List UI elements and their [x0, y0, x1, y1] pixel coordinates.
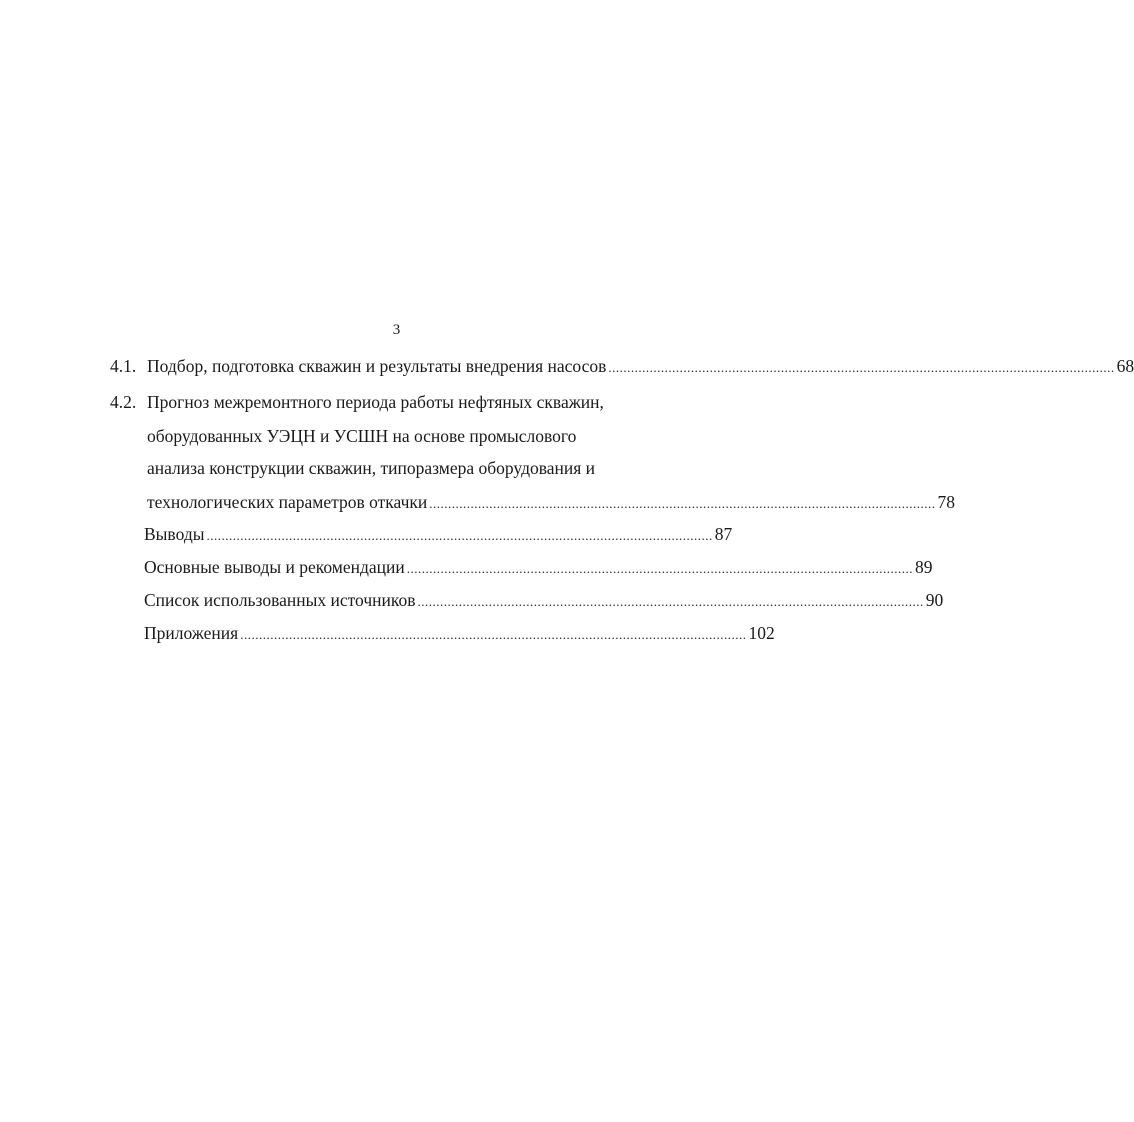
toc-entry-4-2-line4 — [147, 490, 955, 516]
toc-entry-number: 4.2. — [110, 392, 137, 412]
toc-entry-title: Список использованных источников — [144, 590, 416, 610]
toc-entry-page: 68 — [1116, 356, 1134, 376]
dot-leader: ....................................................................................................................................... — [429, 496, 936, 511]
toc-entry-title: Приложения — [144, 623, 239, 643]
toc-entry-4-1 — [110, 354, 1134, 380]
toc-entry-title: технологических параметров откачки — [147, 492, 428, 512]
dot-leader: ....................................................................................................................................... — [417, 594, 924, 609]
toc-entry-page: 89 — [915, 557, 933, 577]
page-number: 3 — [392, 322, 401, 338]
toc-entry-page: 102 — [748, 623, 775, 643]
dot-leader: ....................................................................................................................................... — [240, 627, 747, 642]
toc-entry-4-2-line1: 4.2. Прогноз межремонтного периода работы нефтяных скважин, — [110, 392, 604, 412]
toc-entry-conclusions — [144, 522, 733, 548]
dot-leader: ....................................................................................................................................... — [206, 528, 713, 543]
toc-entry-references — [144, 588, 944, 614]
toc-entry-page: 90 — [925, 590, 944, 610]
toc-entry-4-2-line2: оборудованных УЭЦН и УСШН на основе промыслового — [147, 426, 577, 446]
dot-leader: ....................................................................................................................................... — [608, 360, 1115, 375]
toc-entry-main-conclusions — [144, 555, 933, 581]
toc-entry-page: 78 — [937, 492, 955, 512]
toc-entry-page: 87 — [714, 524, 733, 544]
toc-entry-4-2-line3: анализа конструкции скважин, типоразмера оборудования и — [147, 458, 596, 478]
toc-entry-number: 4.1. — [110, 356, 137, 376]
toc-entry-title: Подбор, подготовка скважин и результаты внедрения насосов — [147, 356, 607, 376]
toc-entry-title: Выводы — [144, 524, 205, 544]
dot-leader: ....................................................................................................................................... — [406, 561, 914, 576]
toc-entry-appendices — [144, 621, 775, 647]
toc-entry-title: Основные выводы и рекомендации — [144, 557, 405, 577]
